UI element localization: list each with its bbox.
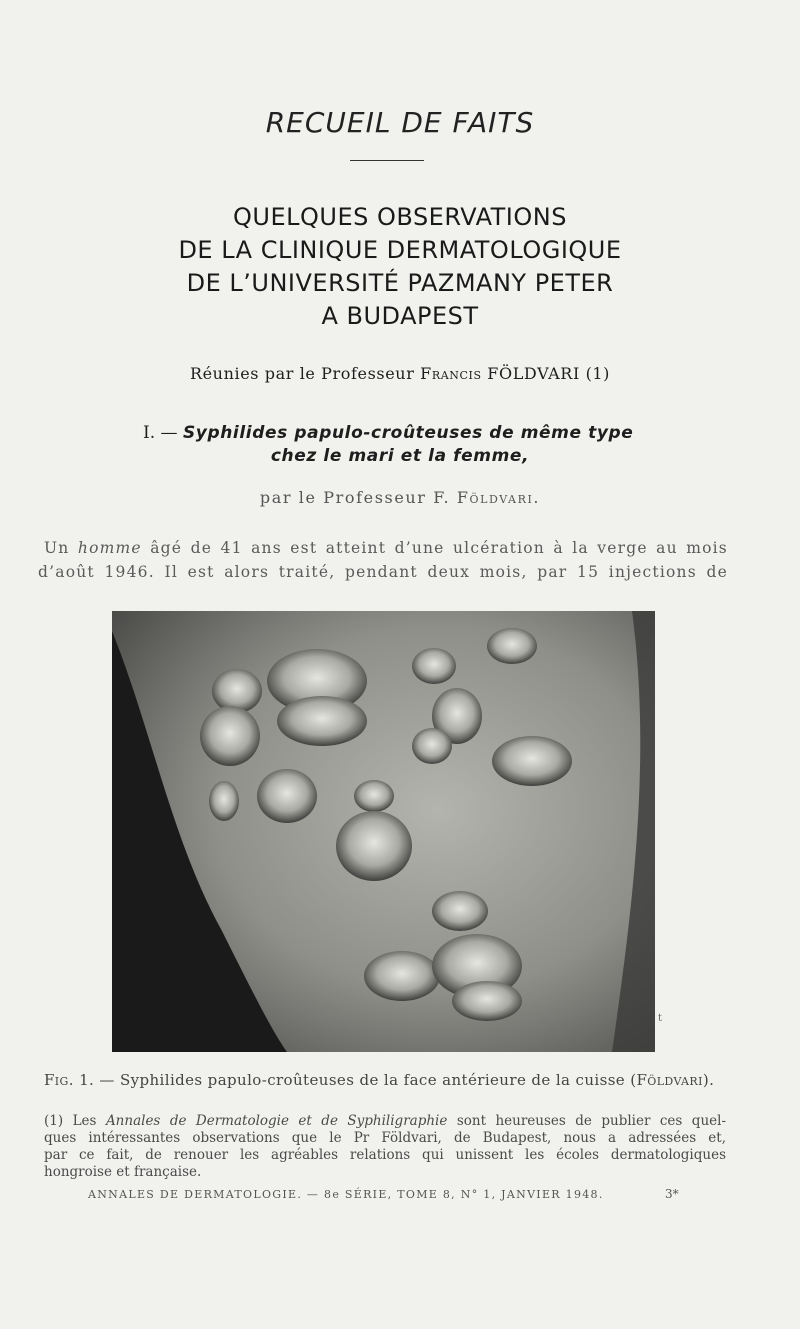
- footnote-line: hongroise et française.: [44, 1164, 202, 1180]
- body-italic: homme: [77, 539, 142, 557]
- margin-mark: t: [658, 1013, 663, 1024]
- case-heading-line1: Syphilides papulo-croûteuses de même type: [182, 423, 634, 443]
- case-heading-line2: chez le mari et la femme,: [270, 446, 530, 466]
- footnote-text: sont heureuses de publier ces quel-: [456, 1113, 727, 1129]
- body-line: [44, 539, 728, 557]
- author-surname: Földvari.: [456, 488, 541, 507]
- section-title: RECUEIL DE FAITS: [265, 106, 535, 139]
- body-text: âgé de 41 ans est atteint d’une ulcération à la verge au mois: [150, 539, 728, 557]
- case-heading: [143, 423, 633, 443]
- body-word: Un: [44, 539, 70, 557]
- byline-surname: FÖLDVARI: [487, 364, 580, 383]
- article-title-line: QUELQUES OBSERVATIONS: [233, 203, 567, 231]
- caption-credit: (Földvari).: [630, 1071, 715, 1089]
- byline-first-name: Francis: [420, 364, 482, 383]
- footnote-ref: (1): [585, 364, 611, 383]
- byline-prefix: Réunies par le Professeur: [189, 364, 415, 383]
- figure-caption: [44, 1071, 734, 1089]
- running-foot: ANNALES DE DERMATOLOGIE. — 8e SÉRIE, TOME 8, N° 1, JANVIER 1948.: [88, 1188, 604, 1201]
- caption-label: Fig. 1. —: [44, 1071, 115, 1089]
- case-number: I. —: [143, 423, 178, 443]
- title-rule: [350, 160, 424, 161]
- article-title-line: DE LA CLINIQUE DERMATOLOGIQUE: [178, 236, 622, 264]
- article-title-line: DE L’UNIVERSITÉ PAZMANY PETER: [186, 269, 614, 297]
- page-number: 3*: [665, 1187, 679, 1201]
- caption-text: Syphilides papulo-croûteuses de la face antérieure de la cuisse: [119, 1071, 626, 1089]
- clinical-photograph: [112, 611, 655, 1052]
- author-prefix: par le Professeur F.: [259, 488, 451, 507]
- body-line: d’août 1946. Il est alors traité, pendant deux mois, par 15 injections de: [38, 563, 728, 581]
- byline: [0, 364, 800, 383]
- footnote-text: (1) Les: [44, 1113, 97, 1129]
- footnote-line: par ce fait, de renouer les agréables relations qui unissent les écoles dermatologiques: [44, 1147, 726, 1163]
- article-title-line: A BUDAPEST: [321, 302, 479, 330]
- footnote-line: [44, 1113, 726, 1129]
- footnote-journal: Annales de Dermatologie et de Syphiligraphie: [105, 1113, 448, 1129]
- author-line: [0, 488, 800, 507]
- footnote-line: ques intéressantes observations que le Pr Földvari, de Budapest, nous a adressées et,: [44, 1130, 726, 1146]
